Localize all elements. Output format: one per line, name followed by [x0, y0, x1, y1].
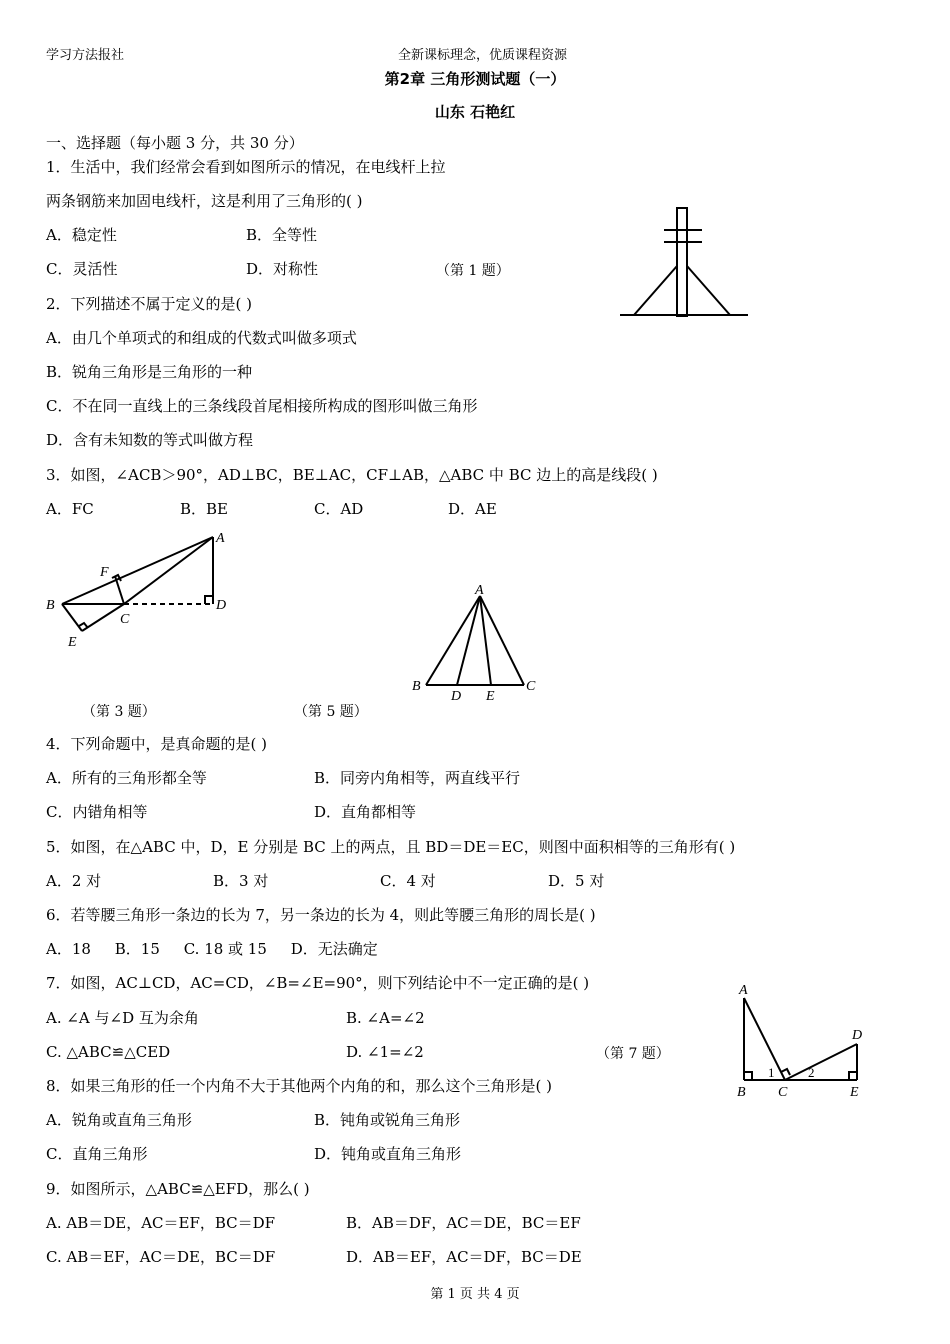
q3-label-c: C [120, 612, 130, 627]
q9-option-a: A. AB＝DE，AC＝EF，BC＝DF [46, 1214, 276, 1232]
q4-option-d: D．直角都相等 [314, 803, 417, 821]
q1-option-c: C．灵活性 [46, 260, 118, 278]
q3-label-b: B [46, 598, 55, 613]
q1-stem-line1: 1．生活中，我们经常会看到如图所示的情况，在电线杆上拉 [46, 158, 446, 176]
q4-option-a: A．所有的三角形都全等 [46, 769, 207, 787]
q7-label-d: D [852, 1028, 863, 1043]
q8-option-c: C．直角三角形 [46, 1145, 148, 1163]
q3-stem: 3．如图，∠ACB＞90°，AD⊥BC，BE⊥AC，CF⊥AB，△ABC 中 BC 边上的高是线段( ) [46, 466, 658, 484]
q7-option-a: A. ∠A 与∠D 互为余角 [46, 1009, 199, 1027]
q5-option-c: C．4 对 [380, 872, 436, 890]
header-left: 学习方法报社 [46, 48, 125, 63]
q5-option-a: A．2 对 [46, 872, 102, 890]
q2-option-c: C．不在同一直线上的三条线段首尾相接所构成的图形叫做三角形 [46, 397, 478, 415]
q8-option-d: D．钝角或直角三角形 [314, 1145, 462, 1163]
q1-stem-line2: 两条钢筋来加固电线杆，这是利用了三角形的( ) [46, 192, 363, 210]
q7-label-angle-1: 1 [768, 1065, 775, 1080]
q9-option-c: C. AB＝EF，AC＝DE，BC＝DF [46, 1248, 276, 1266]
q7-label-b: B [737, 1085, 746, 1100]
q5-label-a: A [475, 583, 484, 598]
q1-caption: （第 1 题） [436, 263, 510, 279]
q9-option-b: B．AB＝DF，AC＝DE，BC＝EF [346, 1214, 581, 1232]
q5-option-b: B．3 对 [213, 872, 269, 890]
q1-option-d: D．对称性 [246, 260, 319, 278]
q3-label-e: E [68, 635, 77, 650]
q4-option-b: B．同旁内角相等，两直线平行 [314, 769, 521, 787]
q5-figure-triangle [408, 580, 548, 705]
q7-label-a: A [739, 983, 748, 998]
q3-label-d: D [216, 598, 227, 613]
q7-caption: （第 7 题） [596, 1046, 670, 1062]
q5-option-d: D．5 对 [548, 872, 605, 890]
q1-figure-pole [618, 200, 753, 322]
q4-stem: 4．下列命题中，是真命题的是( ) [46, 735, 268, 753]
q5-label-d: D [451, 689, 462, 704]
q7-label-c: C [778, 1085, 788, 1100]
q1-option-a: A．稳定性 [46, 226, 117, 244]
q7-stem: 7．如图，AC⊥CD，AC=CD，∠B=∠E=90°，则下列结论中不一定正确的是( ) [46, 974, 590, 992]
q7-option-d: D. ∠1=∠2 [346, 1043, 424, 1061]
q9-option-d: D．AB＝EF，AC＝DF，BC＝DE [346, 1248, 582, 1266]
q3-figure-triangle [40, 525, 240, 655]
q5-caption: （第 5 题） [294, 704, 368, 720]
section-heading: 一、选择题（每小题 3 分，共 30 分） [46, 134, 304, 152]
q3-option-b: B．BE [180, 500, 228, 518]
q3-option-c: C．AD [314, 500, 364, 518]
q3-option-a: A．FC [46, 500, 94, 518]
q7-figure [730, 978, 870, 1103]
q8-option-b: B．钝角或锐角三角形 [314, 1111, 461, 1129]
q3-caption: （第 3 题） [82, 704, 156, 720]
q5-label-e: E [486, 689, 495, 704]
q7-option-b: B. ∠A=∠2 [346, 1009, 425, 1027]
q8-option-a: A．锐角或直角三角形 [46, 1111, 192, 1129]
q2-option-a: A．由几个单项式的和组成的代数式叫做多项式 [46, 329, 357, 347]
q6-stem: 6．若等腰三角形一条边的长为 7，另一条边的长为 4，则此等腰三角形的周长是( ) [46, 906, 596, 924]
q3-label-f: F [100, 565, 109, 580]
q2-stem: 2．下列描述不属于定义的是( ) [46, 295, 253, 313]
header-center: 全新课标理念，优质课程资源 [398, 48, 568, 63]
q4-option-c: C．内错角相等 [46, 803, 148, 821]
page-title: 第2章 三角形测试题（一） [384, 70, 566, 88]
q7-label-angle-2: 2 [808, 1065, 815, 1080]
q7-label-e: E [850, 1085, 859, 1100]
q5-label-c: C [526, 679, 536, 694]
q9-stem: 9．如图所示，△ABC≌△EFD，那么( ) [46, 1180, 310, 1198]
q2-option-b: B．锐角三角形是三角形的一种 [46, 363, 253, 381]
q8-stem: 8．如果三角形的任一个内角不大于其他两个内角的和，那么这个三角形是( ) [46, 1077, 553, 1095]
q5-stem: 5．如图，在△ABC 中，D，E 分别是 BC 上的两点，且 BD＝DE＝EC，则图中面积相等的三角形有( ) [46, 838, 736, 856]
author: 山东 石艳红 [434, 103, 516, 121]
page-footer: 第 1 页 共 4 页 [430, 1287, 520, 1302]
q5-label-b: B [412, 679, 421, 694]
q6-options: A．18 B．15 C. 18 或 15 D．无法确定 [46, 940, 378, 958]
q2-option-d: D．含有未知数的等式叫做方程 [46, 431, 254, 449]
q1-option-b: B．全等性 [246, 226, 318, 244]
q7-option-c: C. △ABC≌△CED [46, 1043, 171, 1061]
q3-label-a: A [216, 531, 225, 546]
q3-option-d: D．AE [448, 500, 497, 518]
